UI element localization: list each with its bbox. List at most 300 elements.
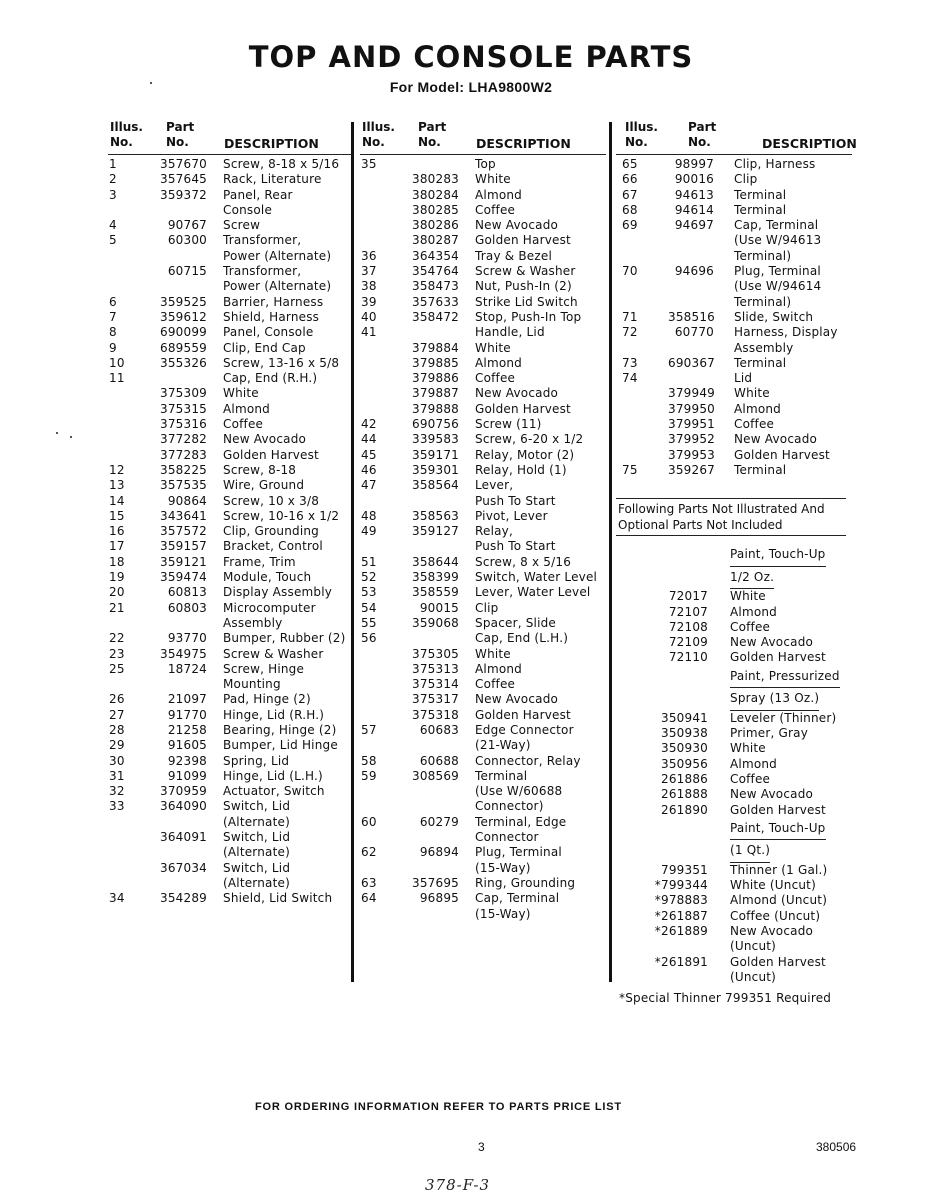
part-description: Screw & Washer (475, 264, 576, 279)
part-description: White (730, 589, 766, 604)
illus-number: 73 (622, 355, 638, 370)
table-row (360, 845, 606, 860)
illus-number: 66 (622, 172, 638, 187)
illus-number (360, 738, 401, 753)
part-number: 359068 (411, 615, 459, 630)
part-description: New Avocado (475, 692, 559, 707)
illus-number: 54 (361, 600, 377, 615)
part-number (616, 939, 730, 954)
table-row (108, 876, 353, 891)
header-part-no: No. (688, 135, 711, 149)
part-number: 350938 (660, 726, 708, 741)
part-description: Transformer, (223, 233, 302, 248)
illus-number (108, 432, 149, 447)
table-row (360, 616, 606, 631)
part-description: Screw, 10-16 x 1/2 (223, 508, 340, 523)
illus-number (108, 616, 149, 631)
table-row (360, 539, 606, 554)
part-description: Connector (475, 830, 539, 845)
part-number: 91605 (167, 738, 207, 753)
part-number: 93770 (167, 631, 207, 646)
illus-number: 2 (109, 172, 117, 187)
header-part-no: No. (418, 135, 441, 149)
table-row (360, 555, 606, 570)
part-number: 380287 (411, 233, 459, 248)
table-row (360, 784, 606, 799)
table-row (360, 264, 606, 279)
part-description: Clip (734, 172, 758, 187)
section-heading-row (616, 840, 852, 863)
table-row (360, 478, 606, 493)
part-description: Ring, Grounding (475, 875, 576, 890)
part-description: Bumper, Rubber (2) (223, 631, 346, 646)
part-number (401, 861, 475, 876)
part-number (149, 677, 223, 692)
illus-number (360, 402, 401, 417)
part-description: Power (Alternate) (223, 248, 332, 263)
illus-number: 5 (109, 233, 117, 248)
page-title: TOP AND CONSOLE PARTS (248, 40, 694, 74)
part-description: Terminal) (734, 248, 792, 263)
header-description: DESCRIPTION (224, 136, 319, 151)
illus-number: 15 (109, 508, 125, 523)
illus-number: 70 (622, 264, 638, 279)
table-row (360, 218, 606, 233)
underlined-heading: Spray (13 Oz.) (730, 688, 819, 711)
part-number: 21258 (167, 722, 207, 737)
illus-number: 64 (361, 891, 377, 906)
part-description: Edge Connector (475, 722, 574, 737)
illus-number: 6 (109, 294, 117, 309)
table-row (108, 478, 353, 493)
part-number (668, 249, 734, 264)
part-number: 261888 (660, 787, 708, 802)
part-description: Almond (475, 661, 522, 676)
parts-rows (360, 155, 606, 922)
illus-number (360, 647, 401, 662)
table-row (360, 325, 606, 340)
part-number: 343641 (159, 508, 207, 523)
illus-number: 16 (109, 524, 125, 539)
part-description: Golden Harvest (734, 447, 830, 462)
part-description: Cap, Terminal (475, 891, 560, 906)
table-row (360, 432, 606, 447)
part-number: 350941 (660, 710, 708, 725)
table-row (616, 203, 852, 218)
illus-number: 18 (109, 554, 125, 569)
illus-number: 67 (622, 187, 638, 202)
table-row (108, 815, 353, 830)
part-description: Pad, Hinge (2) (223, 692, 311, 707)
part-description: Shield, Lid Switch (223, 891, 333, 906)
part-description: Shield, Harness (223, 309, 320, 324)
illus-number: 57 (361, 722, 377, 737)
table-row (360, 494, 606, 509)
illus-number: 31 (109, 768, 125, 783)
illus-number (360, 539, 401, 554)
illus-number (360, 341, 401, 356)
part-number: *799344 (654, 878, 708, 893)
ordering-info: FOR ORDERING INFORMATION REFER TO PARTS PRICE LIST (255, 1101, 622, 1113)
part-number (149, 845, 223, 860)
illus-number: 11 (109, 371, 125, 386)
table-row (360, 708, 606, 723)
table-row (360, 203, 606, 218)
part-description: Switch, Lid (223, 830, 291, 845)
part-description: Microcomputer (223, 600, 316, 615)
illus-number (616, 386, 668, 401)
header-part: Part (418, 120, 447, 134)
illus-number: 41 (361, 325, 377, 340)
illus-number (360, 233, 401, 248)
table-row (360, 402, 606, 417)
table-row (108, 662, 353, 677)
table-row (616, 417, 852, 432)
part-number: 375313 (411, 661, 459, 676)
part-description: Top (475, 157, 496, 171)
table-row (616, 589, 852, 604)
part-number: 359127 (411, 524, 459, 539)
part-description: (Use W/94614 (734, 279, 822, 294)
table-row (360, 172, 606, 187)
part-description (730, 688, 852, 711)
illus-number (360, 386, 401, 401)
illus-number: 69 (622, 218, 638, 233)
part-description: Rack, Literature (223, 172, 322, 187)
table-row (360, 310, 606, 325)
table-row (360, 524, 606, 539)
part-number: 358644 (411, 554, 459, 569)
part-number: 375315 (159, 401, 207, 416)
table-row (360, 815, 606, 830)
part-number: 689559 (159, 340, 207, 355)
part-number: 377282 (159, 432, 207, 447)
part-number: 72017 (668, 589, 708, 604)
part-number: 60683 (419, 722, 459, 737)
part-number: 357572 (159, 524, 207, 539)
illus-number (360, 494, 401, 509)
illus-number: 27 (109, 707, 125, 722)
table-row (108, 631, 353, 646)
part-description: Barrier, Harness (223, 294, 324, 309)
part-description: Coffee (730, 619, 771, 634)
part-number: 358472 (411, 309, 459, 324)
part-description: Leveler (Thinner) (730, 710, 837, 725)
illus-number (360, 907, 401, 922)
part-description: Mounting (223, 677, 281, 692)
illus-number: 49 (361, 524, 377, 539)
illus-number: 37 (361, 264, 377, 279)
part-description: Actuator, Switch (223, 784, 325, 799)
part-description: Terminal) (734, 294, 792, 309)
illus-number: 74 (622, 371, 638, 386)
part-number (616, 818, 730, 841)
table-row (108, 233, 353, 248)
illus-number: 19 (109, 570, 125, 585)
part-number (401, 494, 475, 509)
part-number (616, 970, 730, 985)
illus-number: 4 (109, 218, 117, 233)
table-row (616, 970, 852, 985)
part-number: 375316 (159, 417, 207, 432)
illus-number: 29 (109, 738, 125, 753)
part-description: Cap, Terminal (734, 218, 819, 233)
part-description: Plug, Terminal (734, 264, 821, 279)
illus-number (616, 432, 668, 447)
part-number: 375309 (159, 386, 207, 401)
part-number: 72107 (668, 604, 708, 619)
part-number (401, 784, 475, 799)
table-row (616, 909, 852, 924)
illus-number (360, 218, 401, 233)
table-row (108, 432, 353, 447)
table-row (616, 310, 852, 325)
table-row (616, 356, 852, 371)
part-description: Tray & Bezel (475, 248, 552, 263)
table-row (360, 723, 606, 738)
part-description: Console (223, 202, 273, 217)
table-row (616, 295, 852, 310)
part-description: New Avocado (730, 635, 814, 650)
illus-number: 9 (109, 340, 117, 355)
illus-number (360, 830, 401, 845)
part-number: 358564 (411, 478, 459, 493)
part-number: 358399 (411, 570, 459, 585)
part-description: Lid (734, 371, 753, 386)
part-description: Screw (223, 218, 261, 233)
part-description: White (Uncut) (730, 878, 816, 893)
illus-number: 3 (109, 187, 117, 202)
part-number: 357695 (411, 875, 459, 890)
part-description: Panel, Rear (223, 187, 293, 202)
part-number: 94613 (674, 187, 714, 202)
illus-number: 42 (361, 417, 377, 432)
model-subtitle: For Model: LHA9800W2 (389, 79, 553, 95)
table-row (108, 417, 353, 432)
part-number: 375314 (411, 677, 459, 692)
table-row (616, 188, 852, 203)
part-number: 358516 (668, 309, 716, 324)
part-number: 379950 (668, 401, 716, 416)
table-row (360, 891, 606, 906)
table-row (108, 891, 353, 906)
part-description: Thinner (1 Gal.) (730, 862, 828, 877)
part-number: 375305 (411, 646, 459, 661)
part-description: Transformer, (223, 264, 302, 279)
table-row (108, 692, 353, 707)
table-row (616, 741, 852, 756)
part-number: 90016 (674, 172, 714, 187)
table-row (360, 157, 606, 172)
part-description: Screw, 6-20 x 1/2 (475, 432, 584, 447)
header-illus-no: No. (625, 135, 648, 149)
part-description: Display Assembly (223, 585, 333, 600)
illus-number: 59 (361, 768, 377, 783)
table-row (616, 218, 852, 233)
table-row (616, 249, 852, 264)
part-number (401, 799, 475, 814)
scan-speck (56, 432, 58, 434)
underlined-heading: 1/2 Oz. (730, 567, 774, 590)
part-description: Screw, 10 x 3/8 (223, 493, 320, 508)
table-row (616, 924, 852, 939)
table-row (108, 754, 353, 769)
illus-number: 62 (361, 845, 377, 860)
table-row (360, 371, 606, 386)
section-heading-row (616, 544, 852, 567)
illus-number: 36 (361, 248, 377, 263)
part-description: Harness, Display (734, 325, 838, 340)
table-row (108, 172, 353, 187)
part-description: Connector) (475, 799, 544, 814)
part-number (668, 371, 734, 386)
illus-number: 52 (361, 570, 377, 585)
part-description: Bearing, Hinge (2) (223, 722, 337, 737)
part-description: Pivot, Lever (475, 508, 548, 523)
illus-number: 34 (109, 891, 125, 906)
table-row (360, 861, 606, 876)
part-description (730, 666, 852, 689)
illus-number: 12 (109, 462, 125, 477)
section-heading-row (616, 666, 852, 689)
illus-number: 55 (361, 615, 377, 630)
table-row (616, 402, 852, 417)
part-number: 354289 (159, 891, 207, 906)
illus-number: 17 (109, 539, 125, 554)
table-row (108, 738, 353, 753)
part-description: Almond (730, 756, 777, 771)
illus-number: 33 (109, 799, 125, 814)
part-description: Switch, Water Level (475, 570, 598, 585)
part-description: (Uncut) (730, 939, 777, 954)
part-number: 355326 (159, 355, 207, 370)
table-row (108, 539, 353, 554)
header-illus: Illus. (110, 120, 143, 134)
table-row (108, 203, 353, 218)
part-description: Screw, 8-18 (223, 462, 297, 477)
part-description: Spring, Lid (223, 753, 290, 768)
part-number: 94697 (674, 218, 714, 233)
part-number: 380285 (411, 202, 459, 217)
part-description: Terminal, Edge (475, 814, 567, 829)
part-description: Almond (475, 187, 522, 202)
part-description: Almond (734, 401, 781, 416)
part-description: Relay, Motor (2) (475, 447, 575, 462)
part-description: (Alternate) (223, 875, 290, 890)
table-row (616, 341, 852, 356)
header-illus: Illus. (362, 120, 395, 134)
part-description: Screw & Washer (223, 646, 324, 661)
part-description: Wire, Ground (223, 478, 305, 493)
table-row (616, 463, 852, 478)
table-row (108, 356, 353, 371)
part-description: Coffee (475, 677, 516, 692)
part-number: 690367 (668, 355, 716, 370)
scan-speck (70, 436, 72, 438)
table-row (360, 647, 606, 662)
table-row (108, 494, 353, 509)
section-heading-row (616, 818, 852, 841)
part-number: 21097 (167, 692, 207, 707)
table-row (360, 356, 606, 371)
part-number: 308569 (411, 768, 459, 783)
part-description: New Avocado (223, 432, 307, 447)
part-description: Module, Touch (223, 570, 312, 585)
table-row (108, 708, 353, 723)
table-row (108, 861, 353, 876)
illus-number (616, 448, 668, 463)
part-description: (21-Way) (475, 738, 531, 753)
part-description: New Avocado (475, 386, 559, 401)
part-number: 354975 (159, 646, 207, 661)
parts-column-3 (616, 118, 857, 985)
part-number: 379886 (411, 371, 459, 386)
part-number: 91770 (167, 707, 207, 722)
part-description: White (475, 172, 511, 187)
part-description: Coffee (475, 202, 516, 217)
table-row (616, 325, 852, 340)
table-row (108, 341, 353, 356)
part-description: Bracket, Control (223, 539, 323, 554)
part-number (668, 341, 734, 356)
illus-number (616, 279, 668, 294)
table-row (360, 386, 606, 401)
illus-number: 71 (622, 309, 638, 324)
part-description: Terminal (734, 187, 787, 202)
table-row (360, 799, 606, 814)
part-number: 90767 (167, 218, 207, 233)
part-number: 367034 (159, 860, 207, 875)
part-description: Terminal (734, 202, 787, 217)
table-row (616, 772, 852, 787)
part-number: 354764 (411, 264, 459, 279)
part-number: 60813 (167, 585, 207, 600)
table-row (108, 264, 353, 279)
illus-number: 45 (361, 447, 377, 462)
table-row (616, 264, 852, 279)
part-number (401, 738, 475, 753)
part-number: 375317 (411, 692, 459, 707)
part-number: 98997 (674, 157, 714, 171)
part-description: Stop, Push-In Top (475, 309, 582, 324)
illus-number (616, 402, 668, 417)
table-row (108, 402, 353, 417)
part-number: 90864 (167, 493, 207, 508)
part-description: Hinge, Lid (R.H.) (223, 707, 325, 722)
part-number (668, 279, 734, 294)
part-number (149, 616, 223, 631)
part-number: *261889 (654, 923, 708, 938)
part-number (149, 203, 223, 218)
part-description: Golden Harvest (223, 447, 319, 462)
part-number: 380286 (411, 218, 459, 233)
part-number (149, 249, 223, 264)
table-header (360, 118, 606, 155)
illus-number (360, 692, 401, 707)
part-number: 379887 (411, 386, 459, 401)
table-row (616, 635, 852, 650)
part-number (668, 233, 734, 248)
part-number: 359525 (159, 294, 207, 309)
header-part: Part (166, 120, 195, 134)
part-number: 60279 (419, 814, 459, 829)
part-description: Golden Harvest (730, 954, 826, 969)
table-row (360, 738, 606, 753)
scan-speck (150, 82, 152, 84)
part-description (730, 567, 852, 590)
part-number: 379888 (411, 401, 459, 416)
illus-number: 75 (622, 462, 638, 477)
